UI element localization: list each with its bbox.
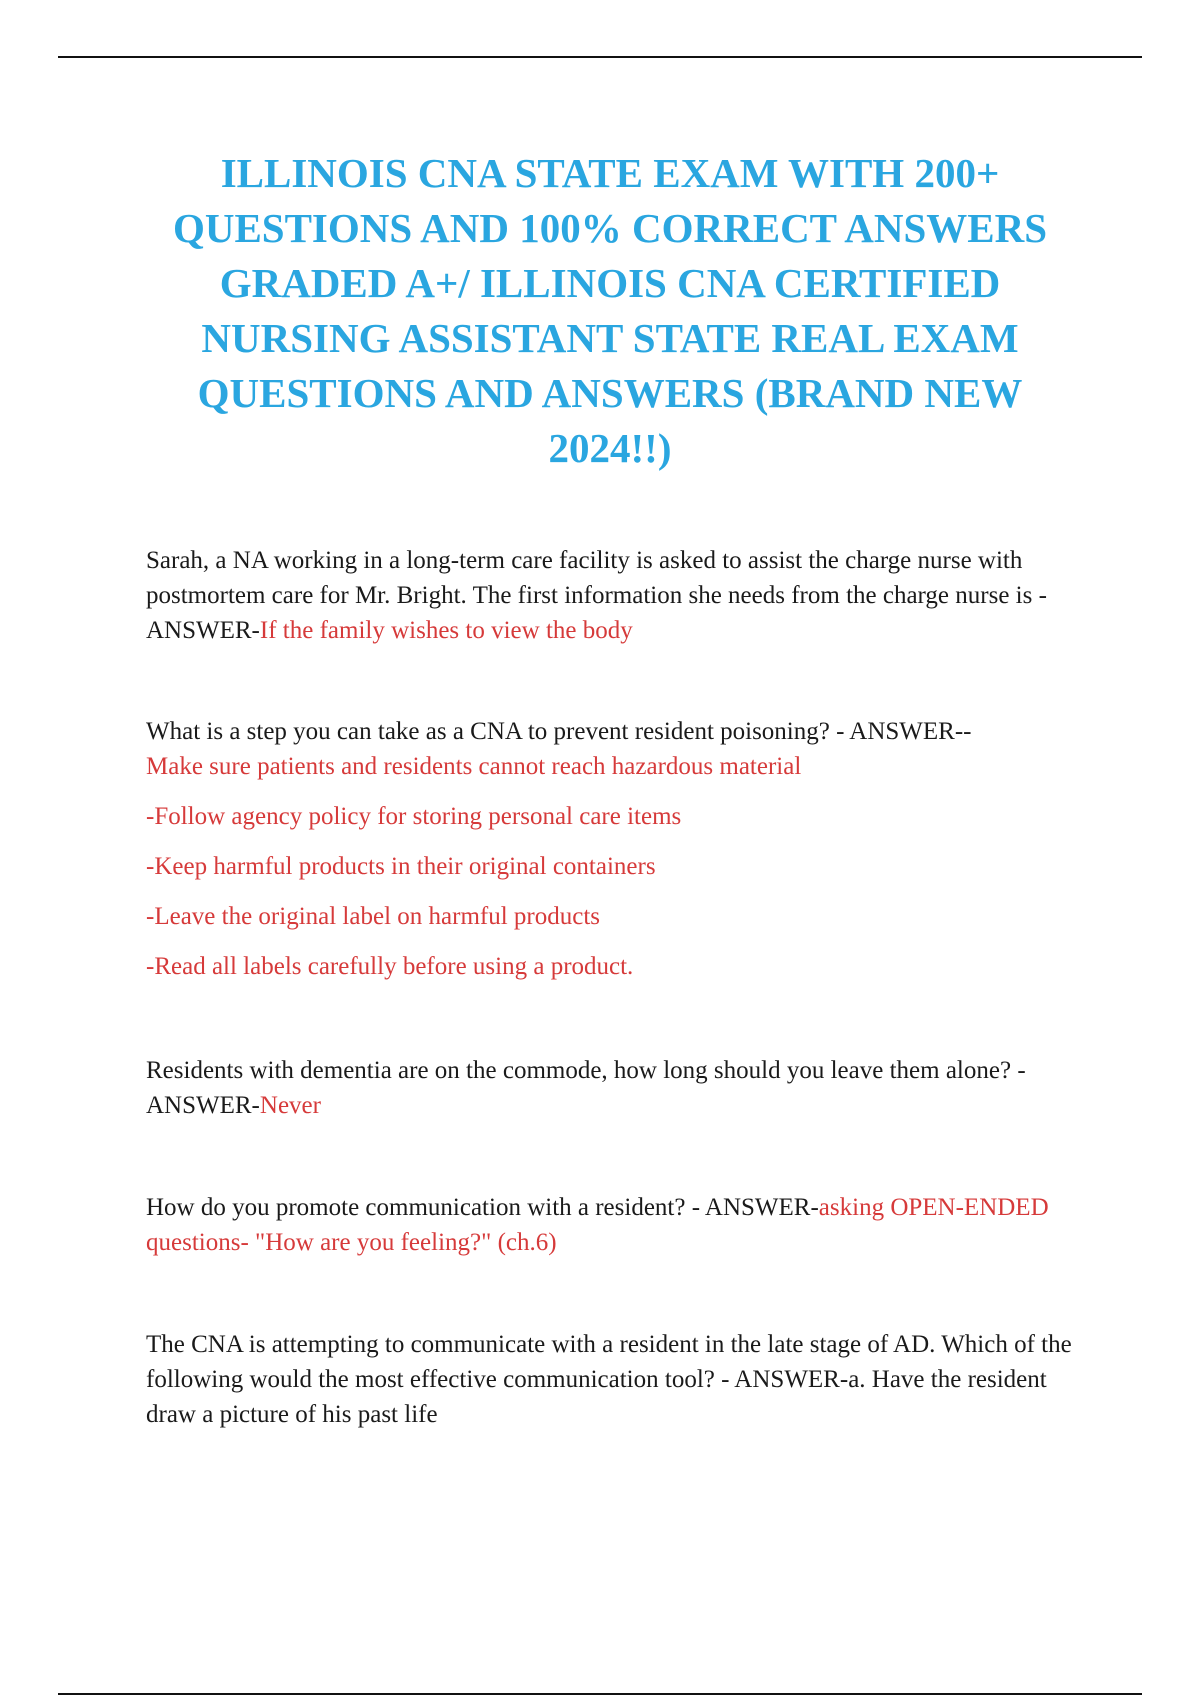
qa-list <box>146 543 1092 1432</box>
answer-text: asking OPEN-ENDED questions- "How are you feeling?" (ch.6) <box>146 1194 1049 1256</box>
answer-bullet: -Leave the original label on harmful products <box>146 903 601 930</box>
bottom-rule <box>58 1693 1142 1695</box>
qa-item-1 <box>146 543 1092 648</box>
answer-text: If the family wishes to view the body <box>259 617 633 644</box>
document-title: ILLINOIS CNA STATE EXAM WITH 200+ QUESTIONS AND 100% CORRECT ANSWERS GRADED A+/ ILLINOIS CNA CERTIFIED NURSING ASSISTANT STATE REAL EXAM QUESTIONS AND ANSWERS (BRAND NEW 2024!!) <box>172 150 1048 471</box>
answer-bullet: -Follow agency policy for storing personal care items <box>146 803 682 830</box>
question-text: What is a step you can take as a CNA to prevent resident poisoning? - ANSWER-- <box>146 718 972 745</box>
answer-bullet: -Keep harmful products in their original containers <box>146 853 656 880</box>
question-text: Residents with dementia are on the commode, how long should you leave them alone? - ANSWER- <box>146 1057 1026 1119</box>
answer-text: Never <box>259 1092 321 1119</box>
answer-text: a. Have the resident draw a picture of his past life <box>146 1366 1047 1428</box>
question-text: Sarah, a NA working in a long-term care facility is asked to assist the charge nurse with postmortem care for Mr. Bright. The first information she needs from the charge nurse is - ANSWER- <box>146 547 1047 644</box>
qa-item-4 <box>146 1190 1092 1260</box>
qa-item-5 <box>146 1327 1092 1432</box>
answer-bullet-list <box>146 799 1092 984</box>
qa-item-3 <box>146 1053 1092 1123</box>
answer-bullet: -Read all labels carefully before using a product. <box>146 953 634 980</box>
question-text: How do you promote communication with a resident? - ANSWER- <box>146 1194 819 1221</box>
question-text: The CNA is attempting to communicate with a resident in the late stage of AD. Which of the following would the most effective communication tool? - ANSWER- <box>146 1331 1072 1393</box>
qa-item-2 <box>146 714 1092 784</box>
answer-text: Make sure patients and residents cannot reach hazardous material <box>146 753 802 780</box>
top-rule <box>58 56 1142 58</box>
